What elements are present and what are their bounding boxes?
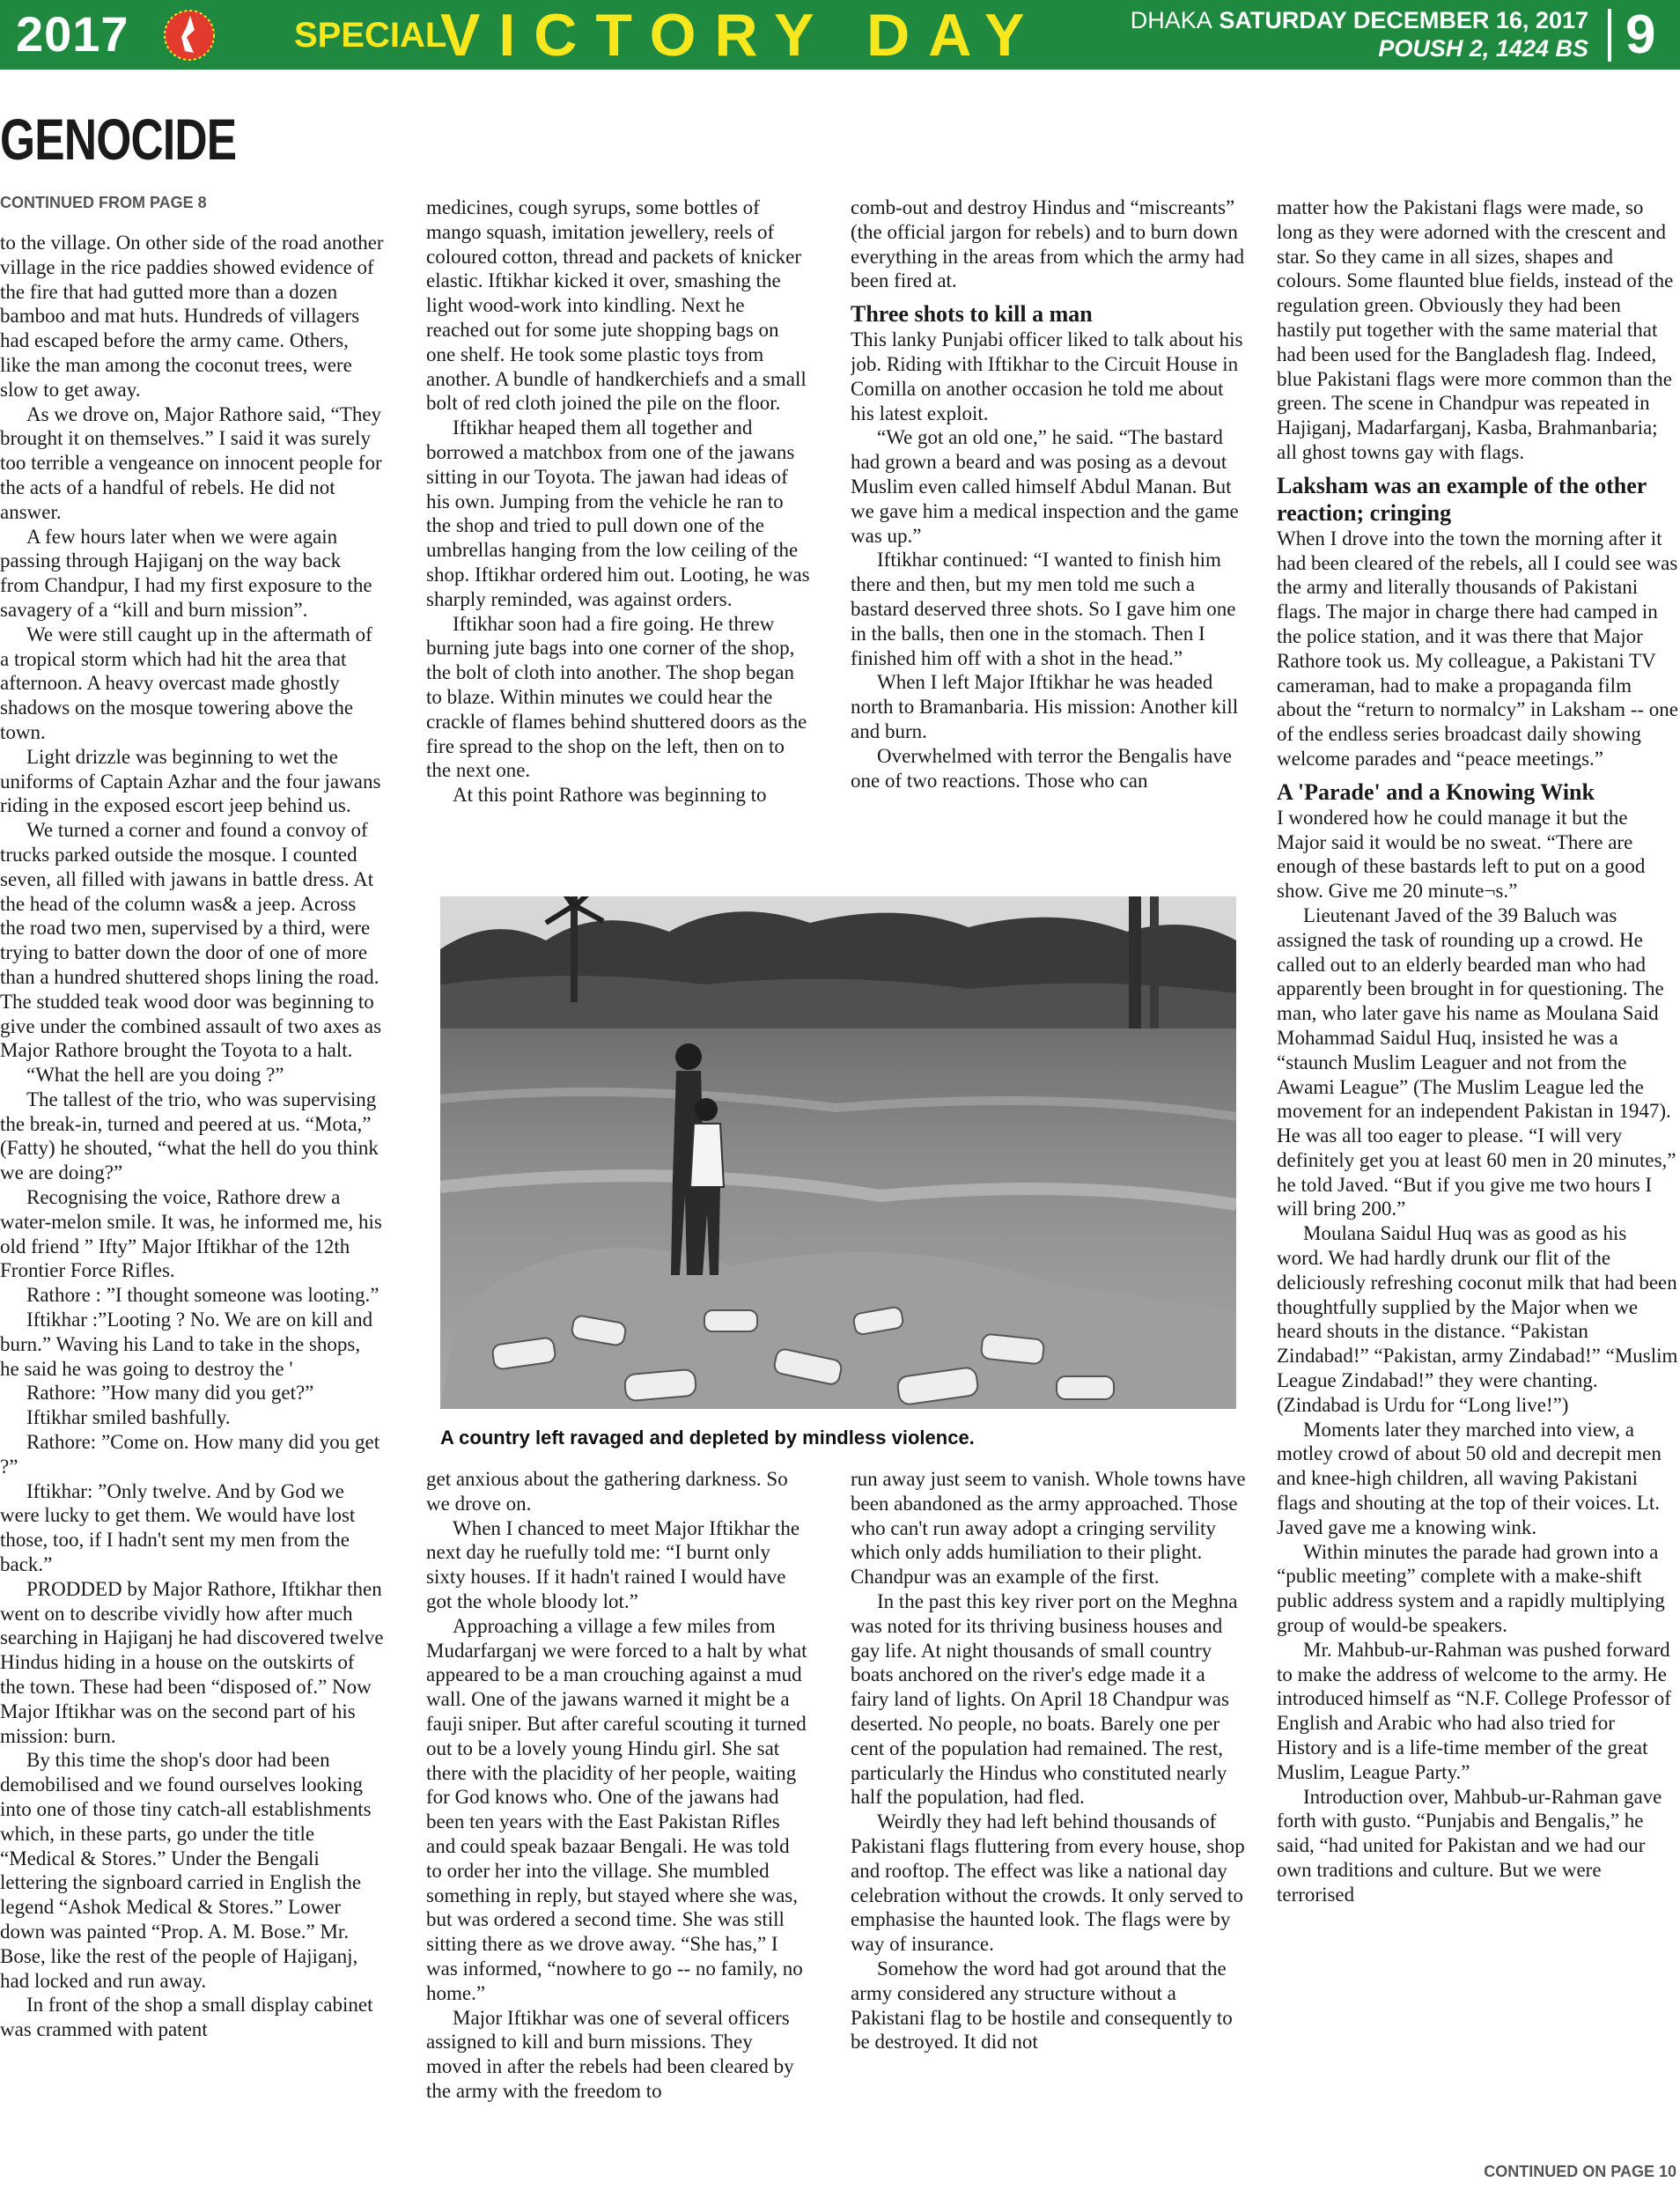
paragraph: Weirdly they had left behind thousands of Pakistani flags fluttering from every house, shop and rooftop. The effect was like a national day celebration without the crowds. It only served to emphasise the haunted look. The flags were by way of insurance. bbox=[851, 1810, 1245, 1956]
paragraph: Iftikhar :”Looting ? No. We are on kill and burn.” Waving his Land to take in the shops, he said he was going to destroy the ' bbox=[0, 1309, 373, 1380]
section-title: GENOCIDE bbox=[0, 107, 237, 172]
banner-city: DHAKA bbox=[1130, 7, 1212, 33]
paragraph: By this time the shop's door had been demobilised and we found ourselves looking into one of those tiny catch-all establishments which, in these parts, go under the title “Medical & Stores.” Under the Bengali lettering the signboard carried in English the legend “Ashok Medical & Stores.” Lower down was painted “Prop. A. M. Bose.” Mr. Bose, like the rest of the people of Hajiganj, had locked and run away. bbox=[0, 1749, 372, 1992]
page-banner bbox=[0, 0, 1680, 70]
paragraph: medicines, cough syrups, some bottles of mango squash, imitation jewellery, reels of coloured cotton, thread and packets of knicker elastic. Iftikhar kicked it over, smashing the light wood-work into kindling. Next he reached out for some jute shopping bags on one shelf. He took some plastic toys from another. A bundle of handkerchiefs and a small bolt of red cloth joined the pile on the floor. bbox=[426, 196, 807, 415]
paragraph: Lieutenant Javed of the 39 Baluch was assigned the task of rounding up a crowd. He called out to an elderly bearded man who had apparently been brought in for questioning. The man, who later gave his name as Moulana Said Mohammad Saidul Huq, insisted he was a “staunch Muslim Leaguer and not from the Awami League” (The Muslim League led the movement for an independent Pakistan in 1947). He was all too eager to please. “I will very definitely get you at least 60 men in 20 minutes,” he told Javed. “But if you give me two hours I will bring 200.” bbox=[1277, 903, 1676, 1220]
paragraph: Overwhelmed with terror the Bengalis have one of two reactions. Those who can bbox=[851, 744, 1233, 792]
paragraph: Mr. Mahbub-ur-Rahman was pushed forward to make the address of welcome to the army. He introduced himself as “N.F. College Professor of English and Arabic who had also tried for History and is a life-time member of the great Muslim, League Party.” bbox=[1277, 1638, 1671, 1783]
paragraph: Iftikhar continued: “I wanted to finish him there and then, but my men told me such a bastard deserved three shots. So I gave him one in the balls, then one in the stomach. Then I finished him off with a shot in the head.” bbox=[851, 549, 1236, 669]
paragraph: In the past this key river port on the Meghna was noted for its thriving business houses and gay life. At night thousands of small country boats anchored on the river's edge made it a fairy land of lights. On April 18 Chandpur was deserted. No people, no boats. Barely one per cent of the population had remained. The rest, particularly the Hindus who constituted nearly half the population, had fled. bbox=[851, 1589, 1238, 1809]
paragraph: The tallest of the trio, who was supervising the break-in, turned and peered at us. “Mota,” (Fatty) he shouted, “what the hell do you think we are doing?” bbox=[0, 1088, 379, 1184]
paragraph: When I chanced to meet Major Iftikhar the next day he ruefully told me: “I burnt only sixty houses. If it hadn't rained I would have got the whole bloody lot.” bbox=[426, 1516, 800, 1612]
article-column-4 bbox=[1277, 195, 1678, 2155]
article-column-2-bottom bbox=[426, 1467, 810, 2190]
paragraph: Somehow the word had got around that the army considered any structure without a Pakistani flag to be hostile and consequently to be destroyed. It did not bbox=[851, 1957, 1233, 2054]
continued-from-label: CONTINUED FROM PAGE 8 bbox=[0, 194, 207, 211]
paragraph: Major Iftikhar was one of several officers assigned to kill and burn missions. They moved in after the rebels had been cleared by the army with the freedom to bbox=[426, 2006, 794, 2102]
photo-children-in-field bbox=[440, 896, 1236, 1409]
paragraph: Moulana Saidul Huq was as good as his word. We had hardly drunk our flit of the deliciously refreshing coconut milk that had been thoughtfully supplied by the Major when we heard shouts in the distance. “Pakistan Zindabad!” “Pakistan, army Zindabad!” “Muslim League Zindabad!” they were chanting. (Zindabad is Urdu for “Long live!”) bbox=[1277, 1222, 1678, 1416]
banner-title: VICTORY DAY bbox=[440, 2, 1043, 69]
paragraph: Recognising the voice, Rathore drew a water-melon smile. It was, he informed me, his old friend ” Ifty” Major Iftikhar of the 12th Frontier Force Rifles. bbox=[0, 1186, 382, 1282]
article-photo bbox=[440, 896, 1236, 1409]
paragraph: I wondered how he could manage it but the Major said it would be no sweat. “There are enough of these bastards left to put on a good show. Give me 20 minute¬s.” bbox=[1277, 806, 1646, 903]
banner-separator bbox=[1608, 9, 1611, 62]
paragraph: get anxious about the gathering darkness. So we drove on. bbox=[426, 1468, 788, 1515]
banner-year: 2017 bbox=[16, 6, 129, 62]
subheading-parade: A 'Parade' and a Knowing Wink bbox=[1277, 778, 1595, 805]
page-number: 9 bbox=[1625, 4, 1656, 65]
article-column-2-top bbox=[426, 195, 810, 865]
paragraph: Iftikhar soon had a fire going. He threw burning jute bags into one corner of the shop, the bolt of cloth into another. The shop began to blaze. Within minutes we could hear the crackle of flames behind shuttered doors as the fire spread to the shop on the left, then on to the next one. bbox=[426, 612, 807, 782]
article-column-3-bottom bbox=[851, 1467, 1247, 2190]
paragraph: to the village. On other side of the road another village in the rice paddies showed evidence of the fire that had gutted more than a dozen bamboo and mat huts. Hundreds of villagers had escaped before the army came. Others, like the man among the coconut trees, were slow to get away. bbox=[0, 232, 384, 401]
paragraph: Iftikhar smiled bashfully. bbox=[26, 1406, 231, 1429]
banner-special: SPECIAL bbox=[294, 16, 447, 55]
paragraph: matter how the Pakistani flags were made, so long as they were adorned with the crescent and star. So they came in all sizes, shapes and colours. Some flaunted blue fields, instead of the regulation green. Obviously they had been hastily put together with the same material that had been used for the Bangladesh flag. Indeed, blue Pakistani flags were more common than the green. The scene in Chandpur was repeated in Hajiganj, Madarfarganj, Kasba, Brahmanbaria; all ghost towns gay with flags. bbox=[1277, 196, 1674, 463]
subheading-three-shots: Three shots to kill a man bbox=[851, 301, 1093, 328]
paragraph: PRODDED by Major Rathore, Iftikhar then went on to describe vividly how after much searching in Hajiganj he had discovered twelve Hindus hiding in a house on the outskirts of the town. These had been “disposed of.” Now Major Iftikhar was on the second part of his mission: burn. bbox=[0, 1577, 384, 1747]
paragraph: In front of the shop a small display cabinet was crammed with patent bbox=[0, 1994, 373, 2041]
paragraph: run away just seem to vanish. Whole towns have been abandoned as the army approached. Those who can't run away adopt a cringing servility which only adds humiliation to their plight. Chandpur was an example of the first. bbox=[851, 1468, 1246, 1589]
paragraph: A few hours later when we were again passing through Hajiganj on the way back from Chandpur, I had my first exposure to the savagery of a “kill and burn mission”. bbox=[0, 525, 372, 621]
paragraph: Rathore: ”How many did you get?” bbox=[26, 1382, 314, 1405]
paragraph: Approaching a village a few miles from Mudarfarganj we were forced to a halt by what appeared to be a man crouching against a mud wall. One of the jawans warned it might be a fauji sniper. But after careful scouting it turned out to be a lovely young Hindu girl. She sat there with the placidity of her people, waiting for God knows who. One of the jawans had been ten years with the East Pakistan Rifles and could speak bazaar Bengali. He was told to order her into the village. She mumbled something in reply, but stayed where she was, but was ordered a second time. She was still sitting there as we drove away. “She has,” I was informed, “nowhere to go -- no family, no home.” bbox=[426, 1614, 807, 2004]
paragraph: Introduction over, Mahbub-ur-Rahman gave forth with gusto. “Punjabis and Bengalis,” he said, “had united for Pakistan and we had our own traditions and culture. But we were terrorised bbox=[1277, 1785, 1662, 1906]
paragraph: Iftikhar: ”Only twelve. And by God we were lucky to get them. We would have lost those, too, if I hadn't sent my men from the back.” bbox=[0, 1479, 356, 1576]
paragraph: We were still caught up in the aftermath of a tropical storm which had hit the area that afternoon. A heavy overcast made ghostly shadows on the mosque towering above the town. bbox=[0, 623, 372, 743]
paragraph: Within minutes the parade had grown into a “public meeting” complete with a make-shift public address system and a rapidly multiplying group of would-be speakers. bbox=[1277, 1540, 1665, 1637]
banner-bangla-date: POUSH 2, 1424 BS bbox=[1378, 35, 1588, 62]
continued-on-label: CONTINUED ON PAGE 10 bbox=[1484, 2163, 1676, 2180]
paragraph: Rathore: ”Come on. How many did you get ?” bbox=[0, 1431, 380, 1478]
article-column-3-top bbox=[851, 195, 1247, 865]
paragraph: At this point Rathore was beginning to bbox=[453, 784, 767, 807]
paragraph: We turned a corner and found a convoy of trucks parked outside the mosque. I counted seven, all filled with jawans in battle dress. At the head of the column was& a jeep. Across the road two men, supervised by a third, were trying to batter down the door of one of more than a hundred shuttered shops lining the road. The studded teak wood door was beginning to give under the combined assault of two axes as Major Rathore brought the Toyota to a halt. bbox=[0, 819, 382, 1062]
victory-emblem-icon bbox=[160, 7, 218, 63]
paragraph: “What the hell are you doing ?” bbox=[26, 1064, 284, 1087]
paragraph: Light drizzle was beginning to wet the uniforms of Captain Azhar and the four jawans riding in the exposed escort jeep behind us. bbox=[0, 745, 381, 817]
paragraph: When I drove into the town the morning after it had been cleared of the rebels, all I could see was the army and literally thousands of Pakistani flags. The major in charge there had camped in the police station, and it was there that Major Rathore took us. My colleague, a Pakistani TV cameraman, had to make a propaganda film about the “return to normalcy” in Laksham -- one of the endless series broadcast daily showing welcome parades and “peace meetings.” bbox=[1277, 527, 1678, 770]
banner-date: SATURDAY DECEMBER 16, 2017 bbox=[1219, 7, 1588, 33]
paragraph: Iftikhar heaped them all together and borrowed a matchbox from one of the jawans sitting in our Toyota. The jawan had ideas of his own. Jumping from the vehicle he ran to the shop and tried to pull down one of the umbrellas hanging from the low ceiling of the shop. Iftikhar ordered him out. Looting, he was sharply reminded, was against orders. bbox=[426, 417, 810, 610]
paragraph: “We got an old one,” he said. “The bastard had grown a beard and was posing as a devout Muslim even called himself Abdul Manan. But we gave him a medical inspection and the game was up.” bbox=[851, 426, 1239, 547]
paragraph: comb-out and destroy Hindus and “miscreants” (the official jargon for rebels) and to burn down everything in the areas from which the army had been fired at. bbox=[851, 196, 1245, 292]
paragraph: Moments later they marched into view, a motley crowd of about 50 old and decrepit men and knee-high children, all waving Pakistani flags and shouting at the top of their voices. Lt. Javed gave me a knowing wink. bbox=[1277, 1418, 1662, 1538]
photo-caption: A country left ravaged and depleted by mindless violence. bbox=[440, 1427, 975, 1449]
paragraph: When I left Major Iftikhar he was headed north to Bramanbaria. His mission: Another kill and burn. bbox=[851, 671, 1239, 742]
paragraph: As we drove on, Major Rathore said, “They brought it on themselves.” I said it was surely too terrible a vengeance on innocent people for the acts of a handful of rebels. He did not answer. bbox=[0, 402, 382, 523]
paragraph: Rathore : ”I thought someone was looting.” bbox=[26, 1284, 379, 1307]
subheading-laksham: Laksham was an example of the other reaction; cringing bbox=[1277, 472, 1647, 526]
banner-dateline bbox=[1131, 6, 1588, 63]
paragraph: This lanky Punjabi officer liked to talk about his job. Riding with Iftikhar to the Circuit House in Comilla on another occasion he told me about his latest exploit. bbox=[851, 328, 1243, 424]
article-column-1 bbox=[0, 231, 384, 2190]
